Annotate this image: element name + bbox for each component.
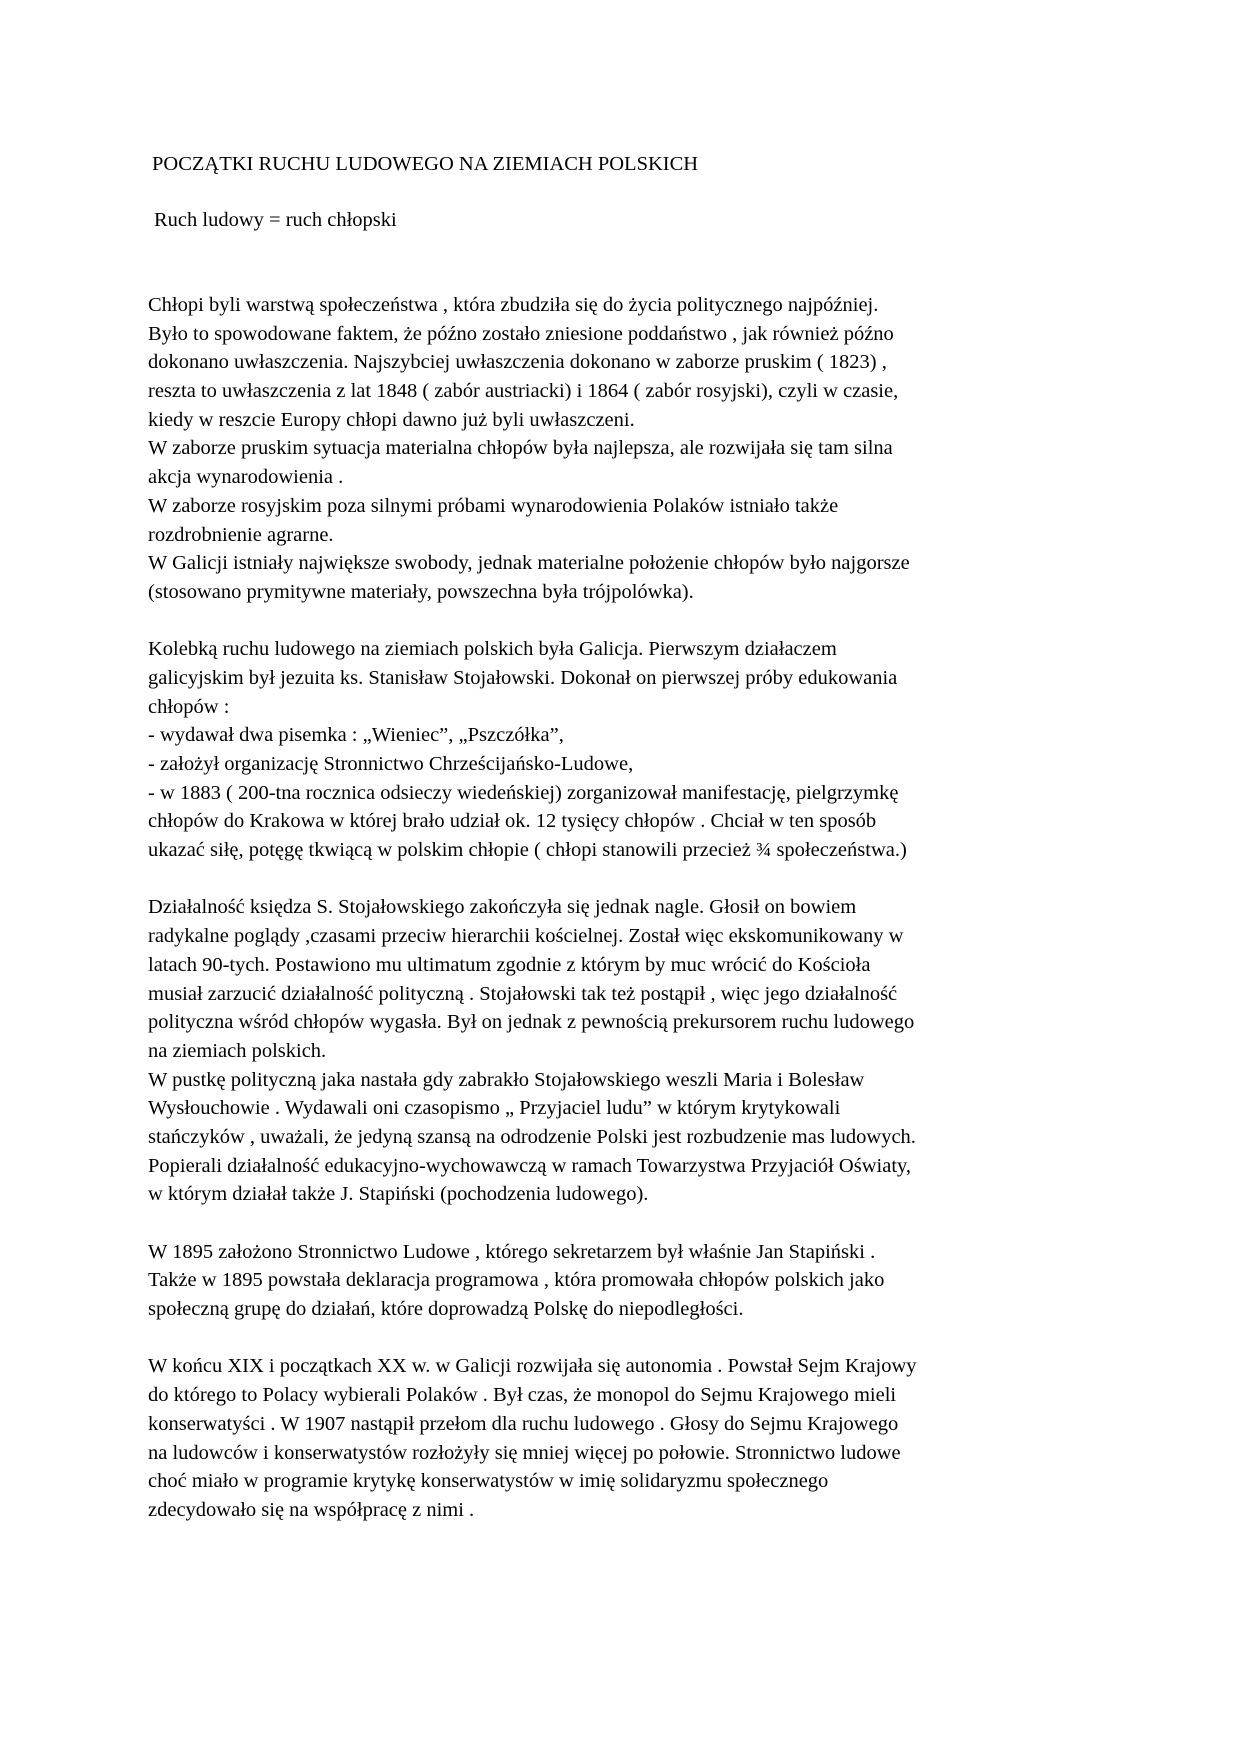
text-line: reszta to uwłaszczenia z lat 1848 ( zabór austriacki) i 1864 ( zabór rosyjski), czyli w czasie, bbox=[148, 380, 899, 403]
paragraph-gap bbox=[148, 607, 1108, 636]
text-line: Działalność księdza S. Stojałowskiego zakończyła się jednak nagle. Głosił on bowiem bbox=[148, 896, 857, 919]
text-line: W końcu XIX i początkach XX w. w Galicji rozwijała się autonomia . Powstał Sejm Krajowy bbox=[148, 1355, 917, 1378]
text-line: na ludowców i konserwatystów rozłożyły się mniej więcej po połowie. Stronnictwo ludowe bbox=[148, 1441, 901, 1464]
text-line: Wysłouchowie . Wydawali oni czasopismo „ Przyjaciel ludu” w którym krytykowali bbox=[148, 1097, 841, 1120]
document-subtitle: Ruch ludowy = ruch chłopski bbox=[154, 209, 397, 231]
text-line: latach 90-tych. Postawiono mu ultimatum zgodnie z którym by muc wrócić do Kościoła bbox=[148, 953, 871, 976]
text-line: Było to spowodowane faktem, że późno zostało zniesione poddaństwo , jak również późno bbox=[148, 322, 894, 345]
text-line: chłopów do Krakowa w której brało udział ok. 12 tysięcy chłopów . Chciał w ten sposób bbox=[148, 810, 877, 833]
text-line: stańczyków , uważali, że jedyną szansą na odrodzenie Polski jest rozbudzenie mas ludowych. bbox=[148, 1125, 916, 1148]
text-line: polityczna wśród chłopów wygasła. Był on jednak z pewnością prekursorem ruchu ludowego bbox=[148, 1011, 915, 1034]
document-title: POCZĄTKI RUCHU LUDOWEGO NA ZIEMIACH POLSKICH bbox=[152, 153, 699, 175]
text-line: - założył organizację Stronnictwo Chrześcijańsko-Ludowe, bbox=[148, 753, 634, 775]
text-line: dokonano uwłaszczenia. Najszybciej uwłaszczenia dokonano w zaborze pruskim ( 1823) , bbox=[148, 351, 887, 374]
text-line: chłopów : bbox=[148, 695, 230, 718]
paragraph-gap bbox=[148, 1324, 1108, 1353]
text-line: W pustkę polityczną jaka nastała gdy zabrakło Stojałowskiego weszli Maria i Bolesław bbox=[148, 1068, 865, 1091]
text-line: konserwatyści . W 1907 nastąpił przełom dla ruchu ludowego . Głosy do Sejmu Krajowego bbox=[148, 1412, 899, 1435]
text-line: Chłopi byli warstwą społeczeństwa , która zbudziła się do życia politycznego najpóźniej. bbox=[148, 294, 879, 316]
text-line: W zaborze rosyjskim poza silnymi próbami wynarodowienia Polaków istniało także bbox=[148, 494, 839, 517]
text-line: Także w 1895 powstała deklaracja programowa , która promowała chłopów polskich jako bbox=[148, 1269, 885, 1292]
text-line: W Galicji istniały największe swobody, jednak materialne położenie chłopów było najgorsze bbox=[148, 552, 910, 575]
text-line: akcja wynarodowienia . bbox=[148, 466, 344, 489]
text-line: W 1895 założono Stronnictwo Ludowe , którego sekretarzem był właśnie Jan Stapiński . bbox=[148, 1240, 876, 1263]
text-line: na ziemiach polskich. bbox=[148, 1039, 327, 1062]
text-line: galicyjskim był jezuita ks. Stanisław Stojałowski. Dokonał on pierwszej próby edukowania bbox=[148, 666, 898, 689]
text-line: Popierali działalność edukacyjno-wychowawczą w ramach Towarzystwa Przyjaciół Oświaty, bbox=[148, 1154, 912, 1177]
text-line: - w 1883 ( 200-tna rocznica odsieczy wiedeńskiej) zorganizował manifestację, pielgrzymkę bbox=[148, 781, 899, 804]
paragraph-gap bbox=[148, 865, 1108, 894]
text-line: do którego to Polacy wybierali Polaków . Był czas, że monopol do Sejmu Krajowego mieli bbox=[148, 1384, 897, 1407]
text-line: w którym działał także J. Stapiński (pochodzenia ludowego). bbox=[148, 1183, 649, 1206]
text-line: W zaborze pruskim sytuacja materialna chłopów była najlepsza, ale rozwijała się tam silna bbox=[148, 437, 893, 460]
text-line: społeczną grupę do działań, które doprowadzą Polskę do niepodległości. bbox=[148, 1298, 744, 1321]
text-line: choć miało w programie krytykę konserwatystów w imię solidaryzmu społecznego bbox=[148, 1470, 829, 1493]
text-line: ukazać siłę, potęgę tkwiącą w polskim chłopie ( chłopi stanowili przecież ¾ społeczeństwa.) bbox=[148, 839, 907, 862]
text-line: musiał zarzucić działalność polityczną . Stojałowski tak też postąpił , więc jego działalność bbox=[148, 982, 898, 1005]
paragraph-gap bbox=[148, 1209, 1108, 1238]
text-line: rozdrobnienie agrarne. bbox=[148, 523, 334, 546]
document-body bbox=[148, 291, 1108, 1525]
text-line: kiedy w reszcie Europy chłopi dawno już byli uwłaszczeni. bbox=[148, 408, 635, 431]
text-line: zdecydowało się na współpracę z nimi . bbox=[148, 1498, 475, 1521]
text-line: - wydawał dwa pisemka : „Wieniec”, „Pszczółka”, bbox=[148, 724, 564, 747]
text-line: radykalne poglądy ,czasami przeciw hierarchii kościelnej. Został więc ekskomunikowany w bbox=[148, 925, 904, 948]
text-line: Kolebką ruchu ludowego na ziemiach polskich była Galicja. Pierwszym działaczem bbox=[148, 638, 837, 661]
text-line: (stosowano prymitywne materiały, powszechna była trójpolówka). bbox=[148, 580, 694, 603]
